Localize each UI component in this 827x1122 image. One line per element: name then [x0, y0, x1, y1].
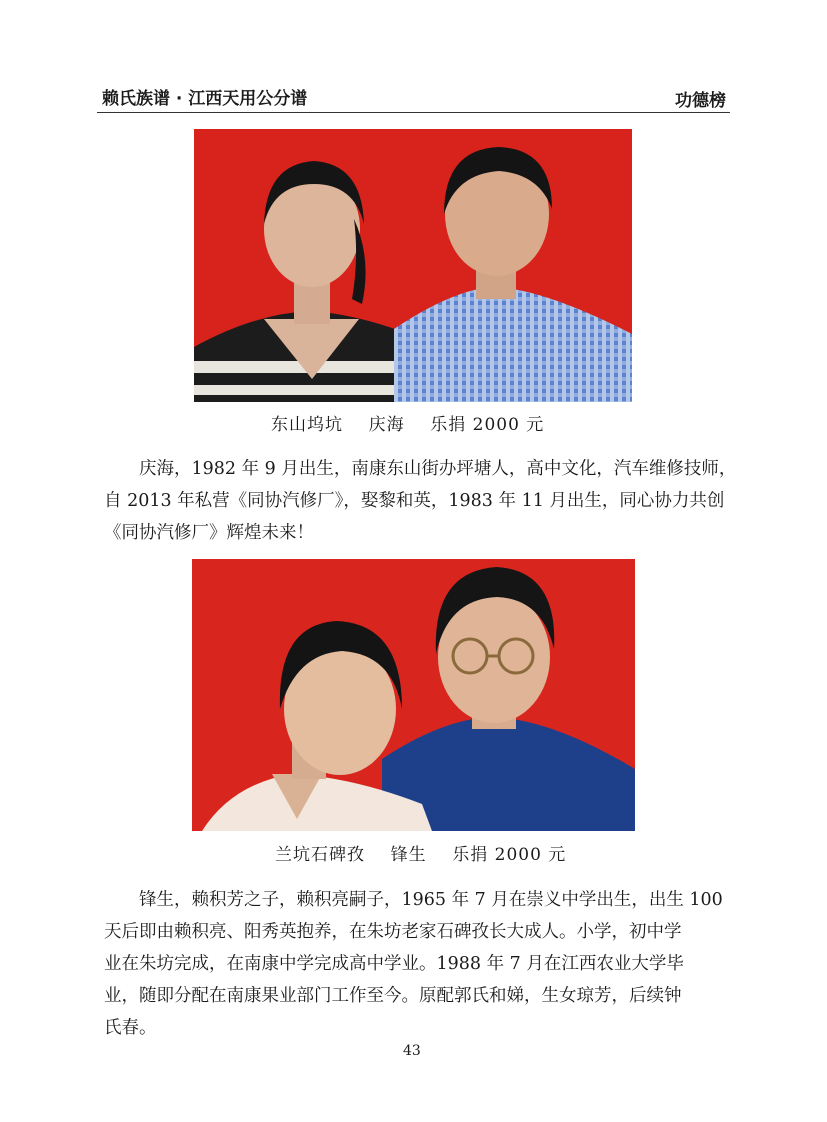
paragraph-line: 自 2013 年私营《同协汽修厂》，娶黎和英，1983 年 11 月出生，同心协力共创: [104, 491, 725, 511]
page-header: [97, 82, 730, 113]
page-number: 43: [403, 1043, 421, 1059]
paragraph-line: 氏春。: [104, 1018, 157, 1038]
paragraph-1: [104, 453, 737, 549]
couple-photo-2: [192, 559, 635, 831]
photo-caption-2: 兰坑石碑孜 锋生 乐捐 2000 元: [275, 845, 567, 865]
photo-caption-1: 东山坞坑 庆海 乐捐 2000 元: [271, 415, 545, 435]
section-title: 功德榜: [675, 91, 726, 111]
paragraph-2: [104, 884, 734, 1044]
paragraph-line: 天后即由赖积亮、阳秀英抱养，在朱坊老家石碑孜长大成人。小学，初中学: [104, 922, 682, 942]
paragraph-line: 《同协汽修厂》辉煌未来！: [104, 523, 314, 543]
paragraph-line: 庆海，1982 年 9 月出生，南康东山街办坪塘人，高中文化，汽车维修技师，: [139, 459, 737, 479]
book-title: 赖氏族谱 · 江西天用公分谱: [102, 89, 308, 109]
paragraph-line: 锋生，赖积芳之子，赖积亮嗣子，1965 年 7 月在崇义中学出生，出生 100: [139, 890, 723, 910]
couple-photo-1: [194, 129, 632, 402]
paragraph-line: 业在朱坊完成，在南康中学完成高中学业。1988 年 7 月在江西农业大学毕: [104, 954, 684, 974]
paragraph-line: 业，随即分配在南康果业部门工作至今。原配郭氏和娣，生女琼芳，后续钟: [104, 986, 682, 1006]
